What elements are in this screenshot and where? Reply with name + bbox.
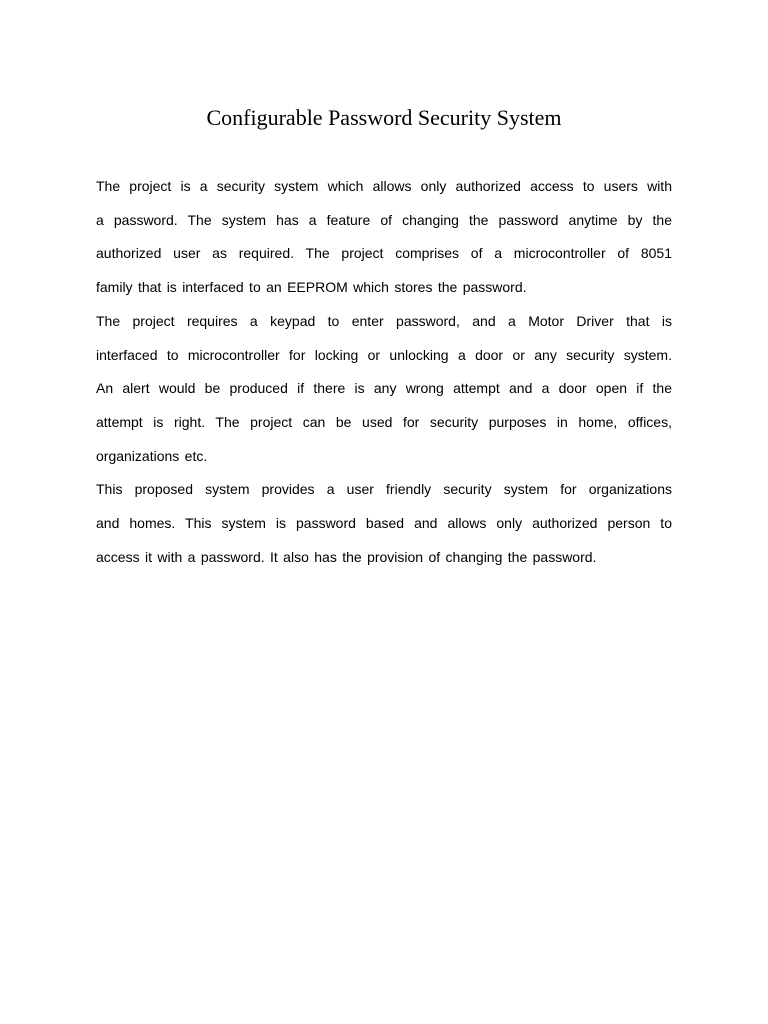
document-title: Configurable Password Security System: [206, 105, 562, 130]
paragraph-line: organizations etc.: [96, 447, 208, 464]
paragraph-line: family that is interfaced to an EEPROM which stores the password.: [96, 279, 527, 296]
paragraph-line: and homes. This system is password based and allows only authorized person to: [96, 515, 672, 532]
document-body: [96, 170, 672, 574]
paragraph-line: access it with a password. It also has the provision of changing the password.: [96, 548, 597, 565]
paragraph-line: The project requires a keypad to enter password, and a Motor Driver that is: [96, 312, 672, 329]
paragraph-line: authorized user as required. The project comprises of a microcontroller of 8051: [96, 245, 672, 262]
paragraph-line: attempt is right. The project can be used for security purposes in home, offices,: [96, 413, 672, 430]
paragraph-line: a password. The system has a feature of changing the password anytime by the: [96, 211, 672, 228]
paragraph-1: [96, 170, 672, 305]
paragraph-line: An alert would be produced if there is any wrong attempt and a door open if the: [96, 380, 672, 397]
paragraph-2: [96, 305, 672, 474]
paragraph-line: This proposed system provides a user friendly security system for organizations: [96, 481, 672, 498]
paragraph-3: [96, 473, 672, 574]
paragraph-line: The project is a security system which allows only authorized access to users with: [96, 178, 672, 194]
paragraph-line: interfaced to microcontroller for locking or unlocking a door or any security system.: [96, 346, 672, 363]
